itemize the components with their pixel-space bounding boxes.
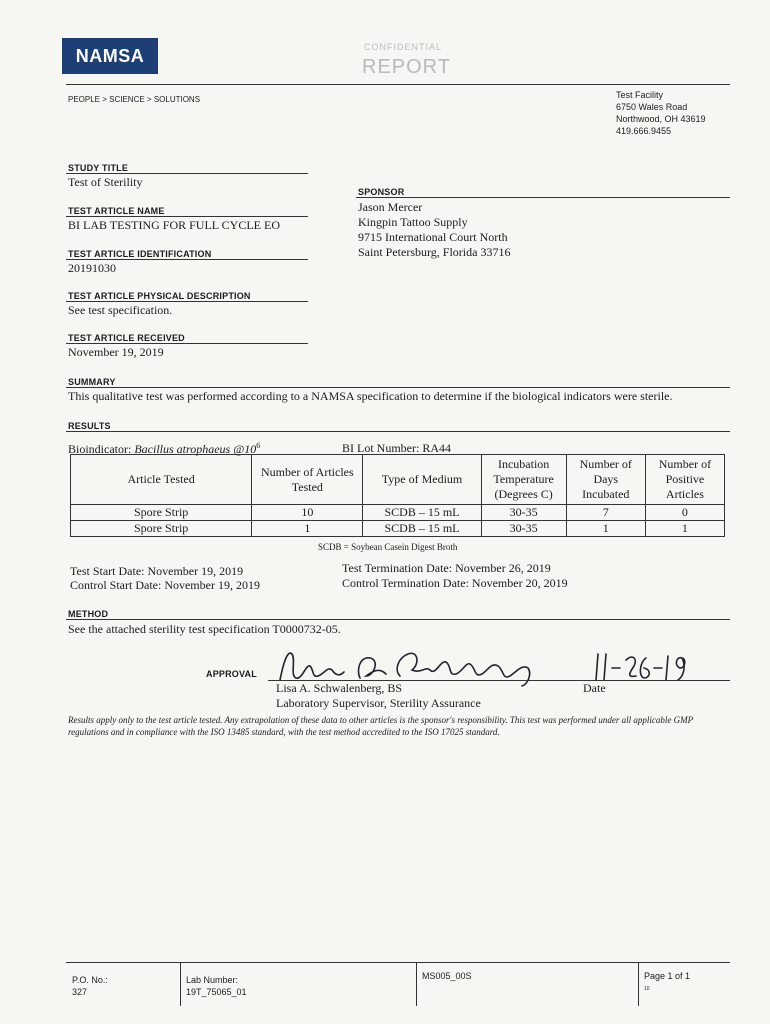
page-number: Page 1 of 1 bbox=[644, 971, 691, 981]
po-value: 327 bbox=[72, 987, 88, 997]
test-article-name-value: BI LAB TESTING FOR FULL CYCLE EO bbox=[68, 218, 281, 232]
page-subcode: 10 bbox=[644, 986, 650, 992]
bioindicator-label: Bioindicator: bbox=[68, 442, 132, 456]
table-cell: Spore Strip bbox=[71, 505, 252, 521]
control-termination-date: Control Termination Date: November 20, 2019 bbox=[342, 576, 568, 590]
sponsor-address bbox=[358, 200, 510, 260]
date-label: Date bbox=[583, 681, 606, 695]
footer-rule bbox=[66, 962, 730, 963]
namsa-logo: NAMSA bbox=[62, 38, 158, 74]
facility-line: Northwood, OH 43619 bbox=[616, 114, 706, 124]
approval-heading: APPROVAL bbox=[206, 669, 257, 679]
results-heading: RESULTS bbox=[68, 421, 111, 431]
test-article-received-value: November 19, 2019 bbox=[68, 345, 164, 359]
sponsor-line: Jason Mercer bbox=[358, 200, 423, 214]
results-table-header bbox=[71, 455, 725, 505]
physical-description-rule bbox=[66, 301, 308, 302]
summary-text: This qualitative test was performed according to a NAMSA specification to determine if the biological indicators were sterile. bbox=[68, 389, 673, 403]
test-article-name-rule bbox=[66, 216, 308, 217]
po-label: P.O. No.: bbox=[72, 975, 108, 985]
method-text: See the attached sterility test specification T0000732-05. bbox=[68, 622, 341, 636]
summary-heading: SUMMARY bbox=[68, 377, 116, 387]
method-rule bbox=[66, 619, 730, 620]
physical-description-value: See test specification. bbox=[68, 303, 173, 317]
table-cell: SCDB – 15 mL bbox=[363, 505, 481, 521]
test-article-id-value: 20191030 bbox=[68, 261, 116, 275]
table-cell: 1 bbox=[645, 521, 724, 537]
results-rule bbox=[66, 431, 730, 432]
control-start-date: Control Start Date: November 19, 2019 bbox=[70, 578, 260, 592]
lab-number bbox=[186, 974, 247, 998]
confidential-mark: CONFIDENTIAL bbox=[364, 42, 443, 52]
approver-title: Laboratory Supervisor, Sterility Assurance bbox=[276, 696, 481, 710]
table-cell: 1 bbox=[252, 521, 363, 537]
table-cell: 7 bbox=[566, 505, 645, 521]
signed-date-handwritten bbox=[592, 650, 692, 684]
report-mark: REPORT bbox=[362, 56, 451, 78]
table-cell: 30-35 bbox=[481, 505, 566, 521]
table-cell: Spore Strip bbox=[71, 521, 252, 537]
bioindicator-population: @10 bbox=[233, 442, 257, 456]
test-start-date: Test Start Date: November 19, 2019 bbox=[70, 564, 244, 578]
facility-line: Test Facility bbox=[616, 90, 664, 100]
footer-divider bbox=[638, 962, 639, 1006]
table-cell: 1 bbox=[566, 521, 645, 537]
col-article-tested: Article Tested bbox=[71, 455, 252, 505]
table-cell: 0 bbox=[645, 505, 724, 521]
col-incubation-temp: Incubation Temperature (Degrees C) bbox=[481, 455, 566, 505]
table-footnote: SCDB = Soybean Casein Digest Broth bbox=[318, 542, 458, 552]
study-title-rule bbox=[66, 173, 308, 174]
col-days-incubated: Number of Days Incubated bbox=[566, 455, 645, 505]
facility-line: 419.666.9455 bbox=[616, 126, 672, 136]
facility-line: 6750 Wales Road bbox=[616, 102, 688, 112]
test-article-received-heading: TEST ARTICLE RECEIVED bbox=[68, 333, 185, 343]
sponsor-rule bbox=[356, 197, 730, 198]
lab-value: 19T_75065_01 bbox=[186, 987, 247, 997]
sponsor-line: Saint Petersburg, Florida 33716 bbox=[358, 245, 511, 259]
col-type-medium: Type of Medium bbox=[363, 455, 481, 505]
footer-divider bbox=[416, 962, 417, 1006]
physical-description-heading: TEST ARTICLE PHYSICAL DESCRIPTION bbox=[68, 291, 251, 301]
disclaimer: Results apply only to the test article tested. Any extrapolation of these data to other articles is the sponsor's responsibility. This test was performed under all applicable GMP regulations and in compliance with the ISO 13485 standard, with the test method accredited to the ISO 17025 standard. bbox=[68, 715, 693, 737]
sponsor-line: 9715 International Court North bbox=[358, 230, 508, 244]
po-number bbox=[72, 974, 108, 998]
tagline: PEOPLE > SCIENCE > SOLUTIONS bbox=[68, 95, 201, 104]
form-code: MS005_00S bbox=[422, 971, 472, 981]
summary-rule bbox=[66, 387, 730, 388]
study-title-value: Test of Sterility bbox=[68, 175, 143, 189]
lab-label: Lab Number: bbox=[186, 975, 239, 985]
table-cell: 30-35 bbox=[481, 521, 566, 537]
test-termination-date: Test Termination Date: November 26, 2019 bbox=[342, 561, 551, 575]
approver-name: Lisa A. Schwalenberg, BS bbox=[276, 681, 403, 695]
test-article-received-rule bbox=[66, 343, 308, 344]
test-article-id-rule bbox=[66, 259, 308, 260]
footer-divider bbox=[180, 962, 181, 1006]
table-cell: SCDB – 15 mL bbox=[363, 521, 481, 537]
sponsor-heading: SPONSOR bbox=[358, 187, 405, 197]
table-row bbox=[71, 521, 725, 537]
test-article-id-heading: TEST ARTICLE IDENTIFICATION bbox=[68, 249, 212, 259]
bioindicator-value: Bacillus atrophaeus bbox=[134, 442, 231, 456]
header-rule bbox=[66, 84, 730, 85]
results-table bbox=[70, 454, 725, 537]
bi-lot-number: BI Lot Number: RA44 bbox=[342, 441, 451, 455]
method-heading: METHOD bbox=[68, 609, 109, 619]
study-title-heading: STUDY TITLE bbox=[68, 163, 129, 173]
test-facility-address bbox=[616, 89, 706, 137]
table-cell: 10 bbox=[252, 505, 363, 521]
col-positive-articles: Number of Positive Articles bbox=[645, 455, 724, 505]
col-number-articles: Number of Articles Tested bbox=[252, 455, 363, 505]
test-article-name-heading: TEST ARTICLE NAME bbox=[68, 206, 165, 216]
table-row bbox=[71, 505, 725, 521]
sponsor-line: Kingpin Tattoo Supply bbox=[358, 215, 468, 229]
bioindicator-population-exponent: 6 bbox=[256, 441, 261, 450]
